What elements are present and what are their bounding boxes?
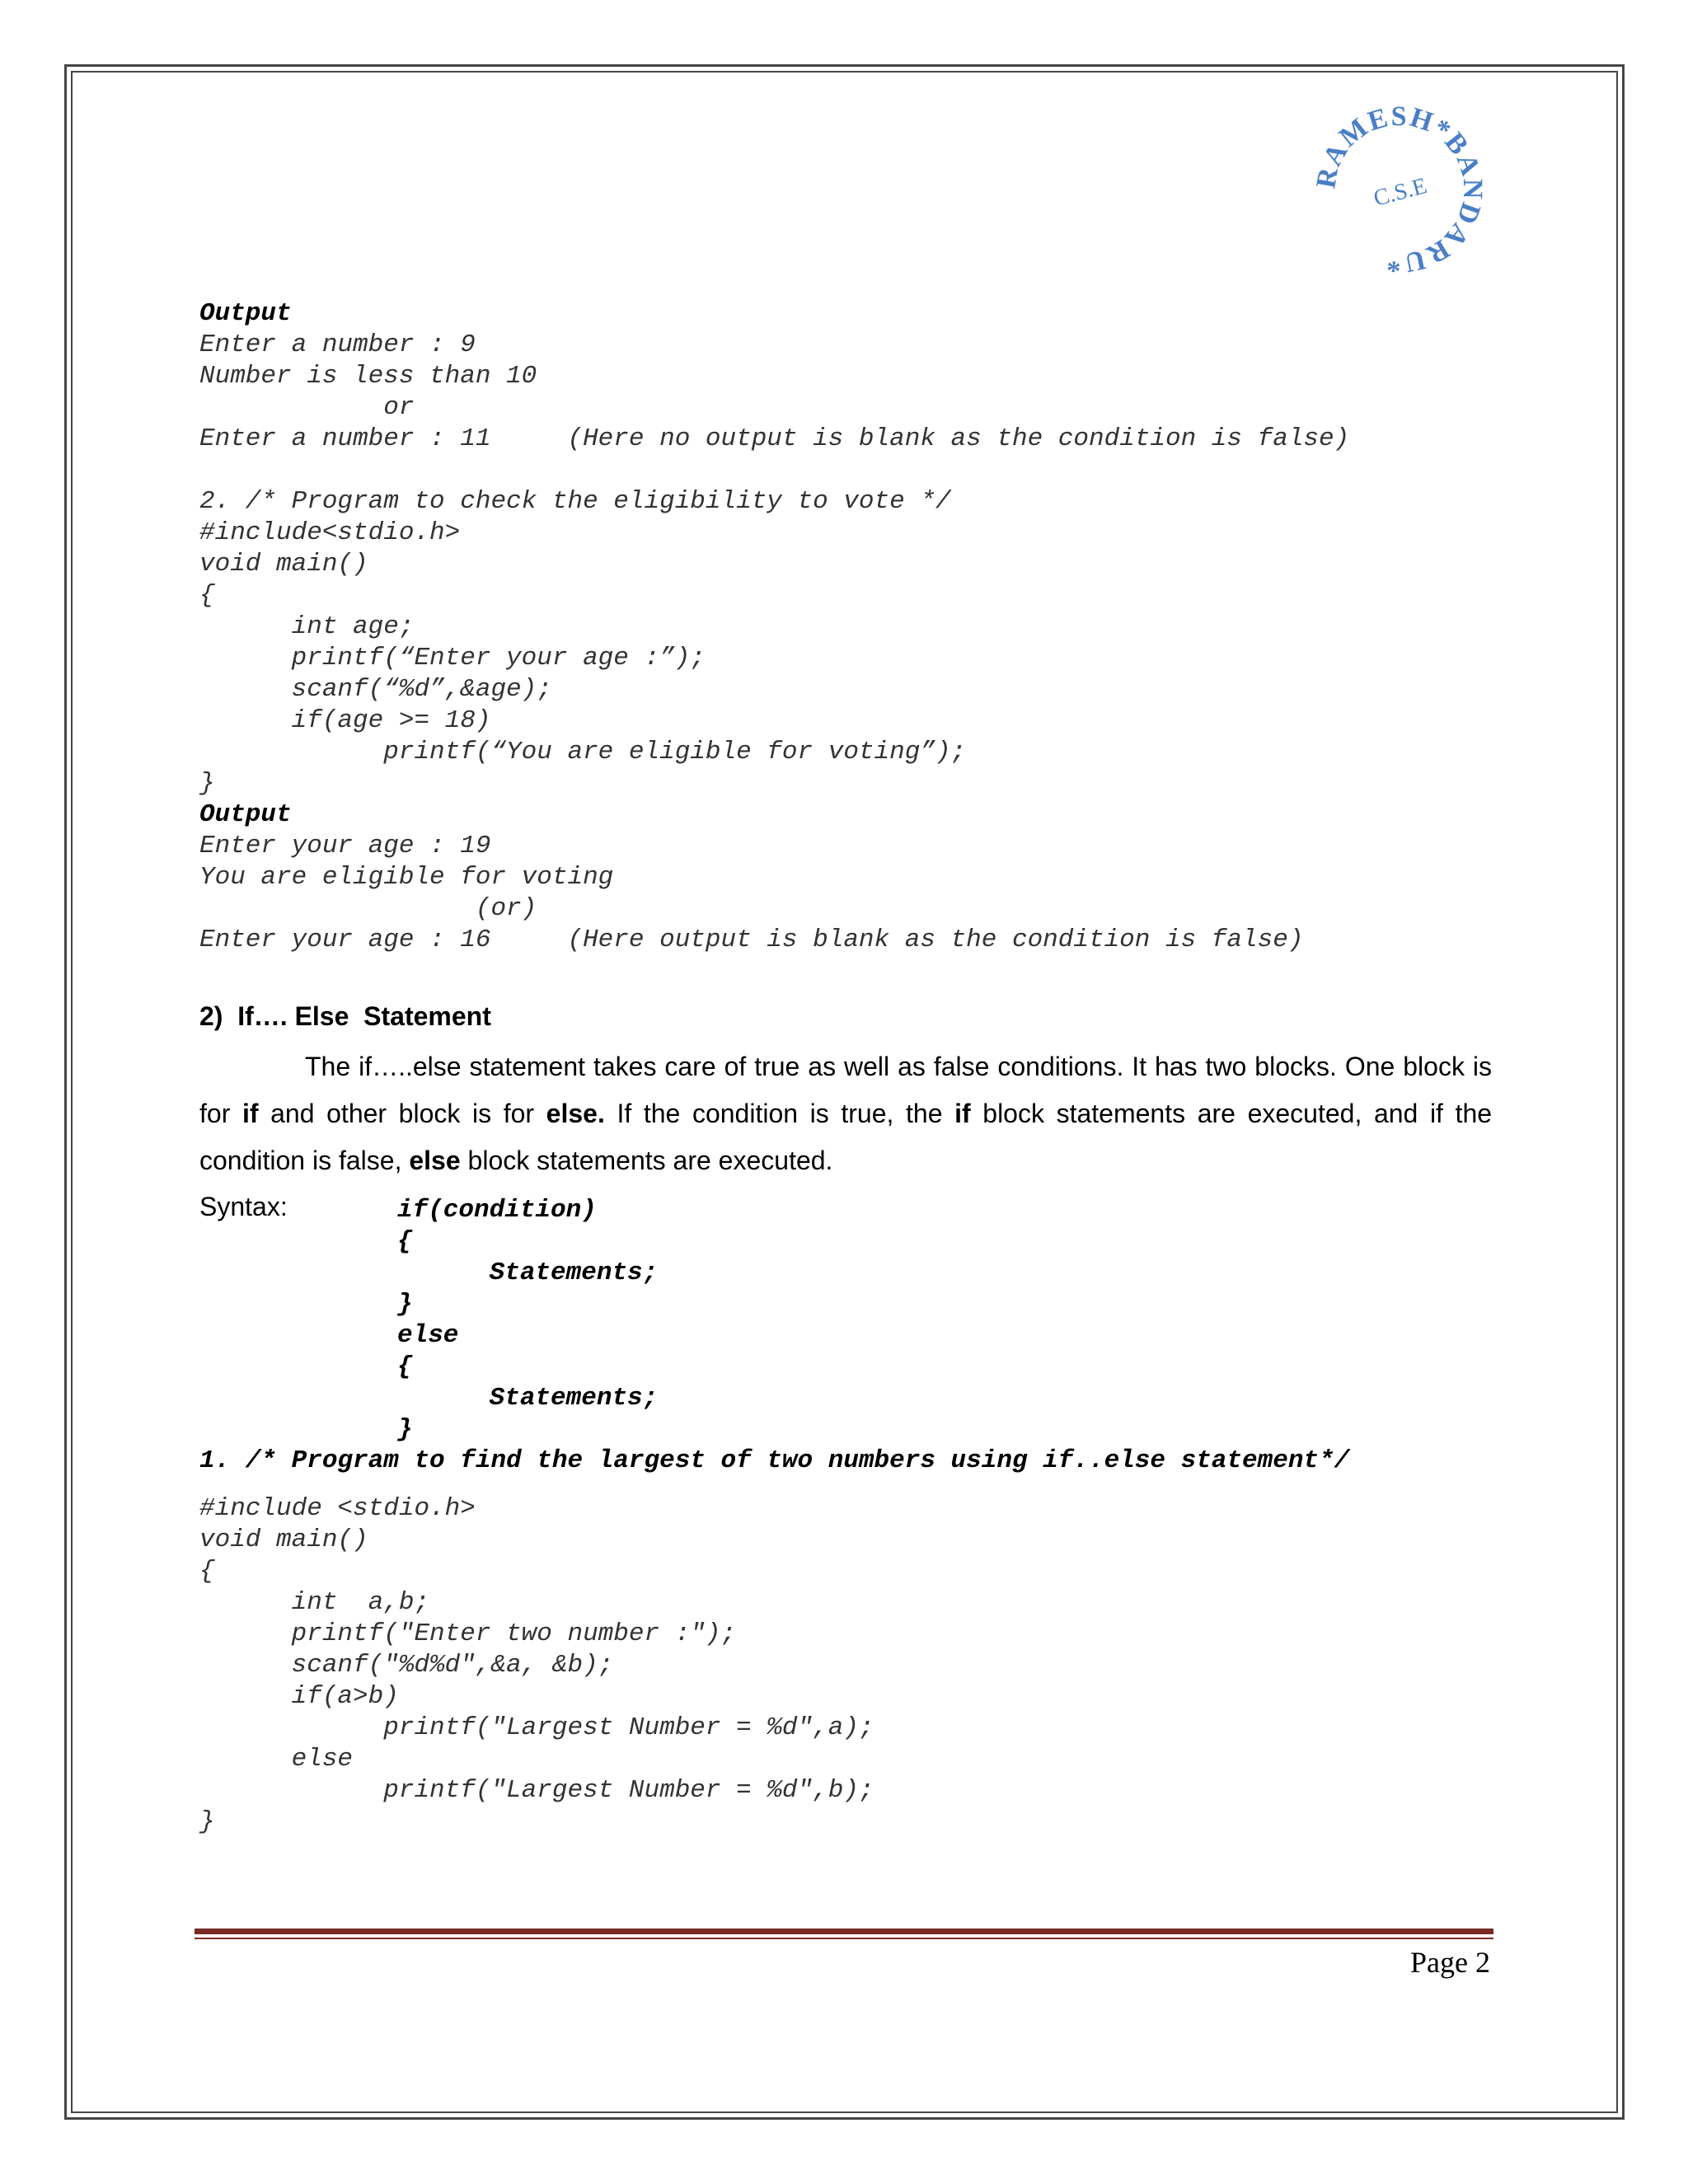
syntax-label: Syntax: [199,1192,288,1221]
para-bold-else-2: else [409,1146,461,1175]
para-text-5: block statements are executed. [460,1146,833,1175]
program3-line-3: { [199,1557,215,1586]
output-heading-1: Output [199,299,292,328]
program3-line-10: printf("Largest Number = %d",b); [199,1776,874,1805]
output2-line-4: Enter your age : 16 (Here output is blank as the condition is false) [199,926,1304,954]
program3-line-8: printf("Largest Number = %d",a); [199,1713,874,1742]
program3-line-2: void main() [199,1526,368,1554]
para-text-4: block statements are executed, and if the condition is false, [199,1099,1493,1175]
program3-line-9: else [199,1745,354,1774]
program2-line-6: printf(“Enter your age :”); [199,644,706,673]
syntax-line-7: Statements; [397,1384,659,1413]
syntax-line-2: { [397,1227,413,1256]
output2-line-1: Enter your age : 19 [199,832,491,860]
output-heading-2: Output [199,800,292,829]
syntax-line-4: } [397,1290,413,1319]
program3-title: 1. /* Program to find the largest of two numbers using if..else statement*/ [199,1446,1350,1475]
program3-line-4: int a,b; [199,1588,430,1617]
svg-text:RAMESH*BANDARU*: RAMESH*BANDARU* [1311,101,1489,279]
syntax-line-6: { [397,1352,413,1381]
output1-line-2: Number is less than 10 [199,362,537,391]
para-bold-if-2: if [954,1099,971,1128]
syntax-line-1: if(condition) [397,1196,597,1225]
para-text-1: The if…..else statement takes care of true as well as false conditions. It has two blocks. One block is for [199,1052,1492,1128]
output1-line-4: Enter a number : 11 (Here no output is blank as the condition is false) [199,424,1350,453]
page-number: Page 2 [1410,1946,1490,1979]
program3-line-1: #include <stdio.h> [199,1494,476,1523]
program3-line-7: if(a>b) [199,1682,399,1711]
syntax-line-8: } [397,1415,413,1444]
footer-rule [195,1929,1493,1934]
syntax-line-5: else [397,1321,459,1350]
program2-line-1: 2. /* Program to check the eligibility to vote */ [199,487,951,516]
program2-line-8: if(age >= 18) [199,706,491,735]
output1-line-1: Enter a number : 9 [199,330,476,359]
syntax-line-3: Statements; [397,1258,659,1287]
para-bold-else-1: else. [546,1099,605,1128]
program2-line-2: #include<stdio.h> [199,518,461,547]
program2-line-9: printf(“You are eligible for voting”); [199,738,967,766]
program3-line-5: printf("Enter two number :"); [199,1619,737,1648]
para-text-3: If the condition is true, the [604,1099,955,1128]
program2-line-5: int age; [199,612,415,641]
output2-line-3: (or) [199,894,537,923]
footer-rule-thin [195,1938,1493,1939]
section-heading: 2) If…. Else Statement [199,1001,491,1031]
program3-line-11: } [199,1807,215,1836]
program2-line-10: } [199,769,215,798]
program2-line-4: { [199,581,215,610]
output2-line-2: You are eligible for voting [199,863,614,892]
ramesh-bandaru-stamp-logo [1309,99,1490,280]
program3-line-6: scanf("%d%d",&a, &b); [199,1651,614,1680]
para-text-2: and other block is for [258,1099,546,1128]
output1-line-3: or [199,393,415,422]
para-bold-if-1: if [241,1099,259,1128]
svg-text:C.S.E: C.S.E [1371,172,1430,212]
section-paragraph [199,1043,1492,1184]
program2-line-7: scanf(“%d”,&age); [199,675,552,704]
program2-line-3: void main() [199,550,368,579]
